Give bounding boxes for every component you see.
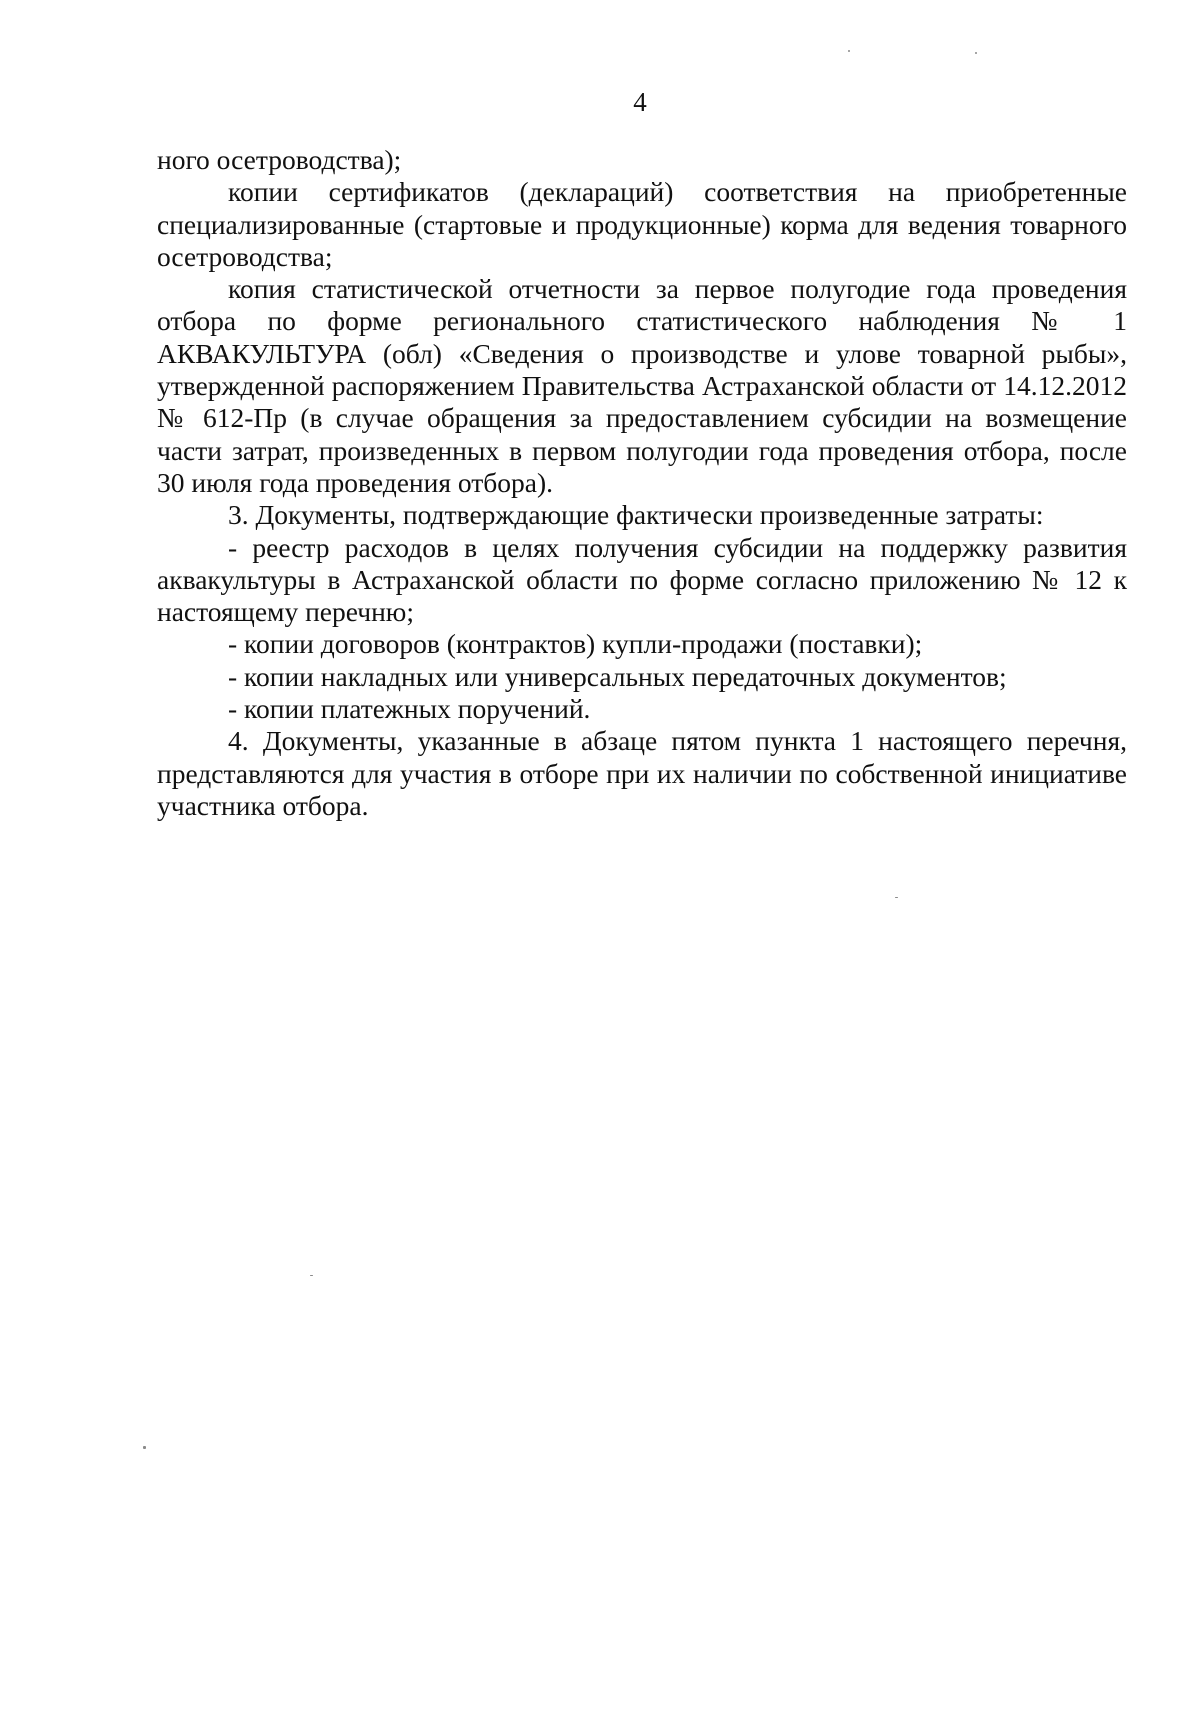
- paragraph-certificates: копии сертификатов (деклараций) соответствия на приобретенные специализированные (стартовые и продукционные) корма для ведения товарного осетроводства;: [157, 176, 1127, 272]
- paragraph-expense-register: - реестр расходов в целях получения субсидии на поддержку развития аквакультуры в Астраханской области по форме согласно приложению № 12 к настоящему перечню;: [157, 531, 1127, 628]
- paragraph-invoices: - копии накладных или универсальных передаточных документов;: [228, 660, 1007, 692]
- document-body: [157, 144, 1127, 822]
- scan-speck: [895, 897, 898, 898]
- scan-speck: [848, 50, 850, 52]
- paragraph-continuation: ного осетроводства);: [157, 144, 402, 175]
- paragraph-item-4: 4. Документы, указанные в абзаце пятом пункта 1 настоящего перечня, представляются для участия в отборе при их наличии по собственной инициативе участника отбора.: [157, 725, 1127, 821]
- scan-speck: [975, 52, 977, 54]
- paragraph-payment-orders: - копии платежных поручений.: [228, 693, 591, 725]
- paragraph-item-3-heading: 3. Документы, подтверждающие фактически произведенные затраты:: [228, 499, 1044, 531]
- scan-speck: [310, 1275, 313, 1276]
- paragraph-statistical-report: копия статистической отчетности за первое полугодие года проведения отбора по форме регионального статистического наблюдения № 1 АКВАКУЛЬТУРА (обл) «Сведения о производстве и улове товарной рыбы», утвержденной распоряжением Правительства Астраханской области от 14.12.2012 № 612-Пр (в случае обращения за предоставлением субсидии на возмещение части затрат, произведенных в первом полугодии года проведения отбора, после 30 июля года проведения отбора).: [157, 273, 1127, 498]
- page-number: 4: [633, 87, 647, 117]
- scan-speck: [143, 1446, 146, 1449]
- paragraph-contracts: - копии договоров (контрактов) купли-продажи (поставки);: [228, 628, 923, 660]
